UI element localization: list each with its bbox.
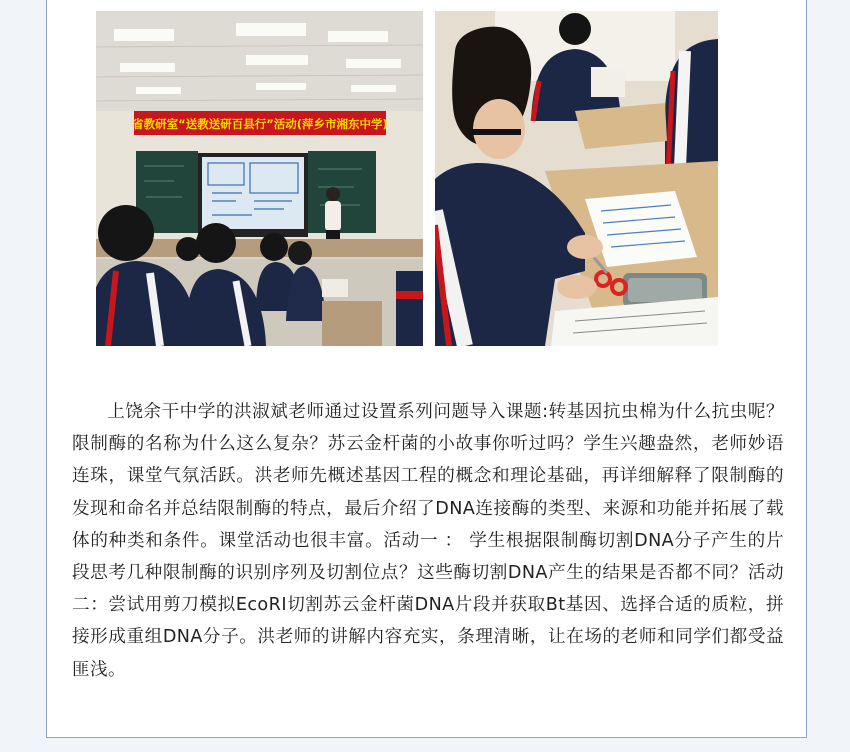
- banner-text: 省教研室“送教送研百县行”活动(萍乡市湘东中学): [132, 117, 388, 131]
- article-card: [46, 0, 807, 738]
- student-activity-photo: [435, 11, 718, 346]
- student-activity-photo-image: [435, 11, 718, 346]
- classroom-photo: [96, 11, 423, 346]
- classroom-photo-image: [96, 11, 423, 346]
- article-paragraph: 上饶余干中学的洪淑斌老师通过设置系列问题导入课题:转基因抗虫棉为什么抗虫呢？限制酶的名称为什么这么复杂？苏云金杆菌的小故事你听过吗？学生兴趣盎然，老师妙语连珠，课堂气氛活跃。洪老师先概述基因工程的概念和理论基础，再详细解释了限制酶的发现和命名并总结限制酶的特点，最后介绍了DNA连接酶的类型、来源和功能并拓展了载体的种类和条件。课堂活动也很丰富。活动一 ： 学生根据限制酶切割DNA分子产生的片段思考几种限制酶的识别序列及切割位点？这些酶切割DNA产生的结果是否都不同？活动二：尝试用剪刀模拟EcoRⅠ切割苏云金杆菌DNA片段并获取Bt基因、选择合适的质粒，拼接形成重组DNA分子。洪老师的讲解内容充实，条理清晰，让在场的老师和同学们都受益匪浅。: [72, 402, 784, 680]
